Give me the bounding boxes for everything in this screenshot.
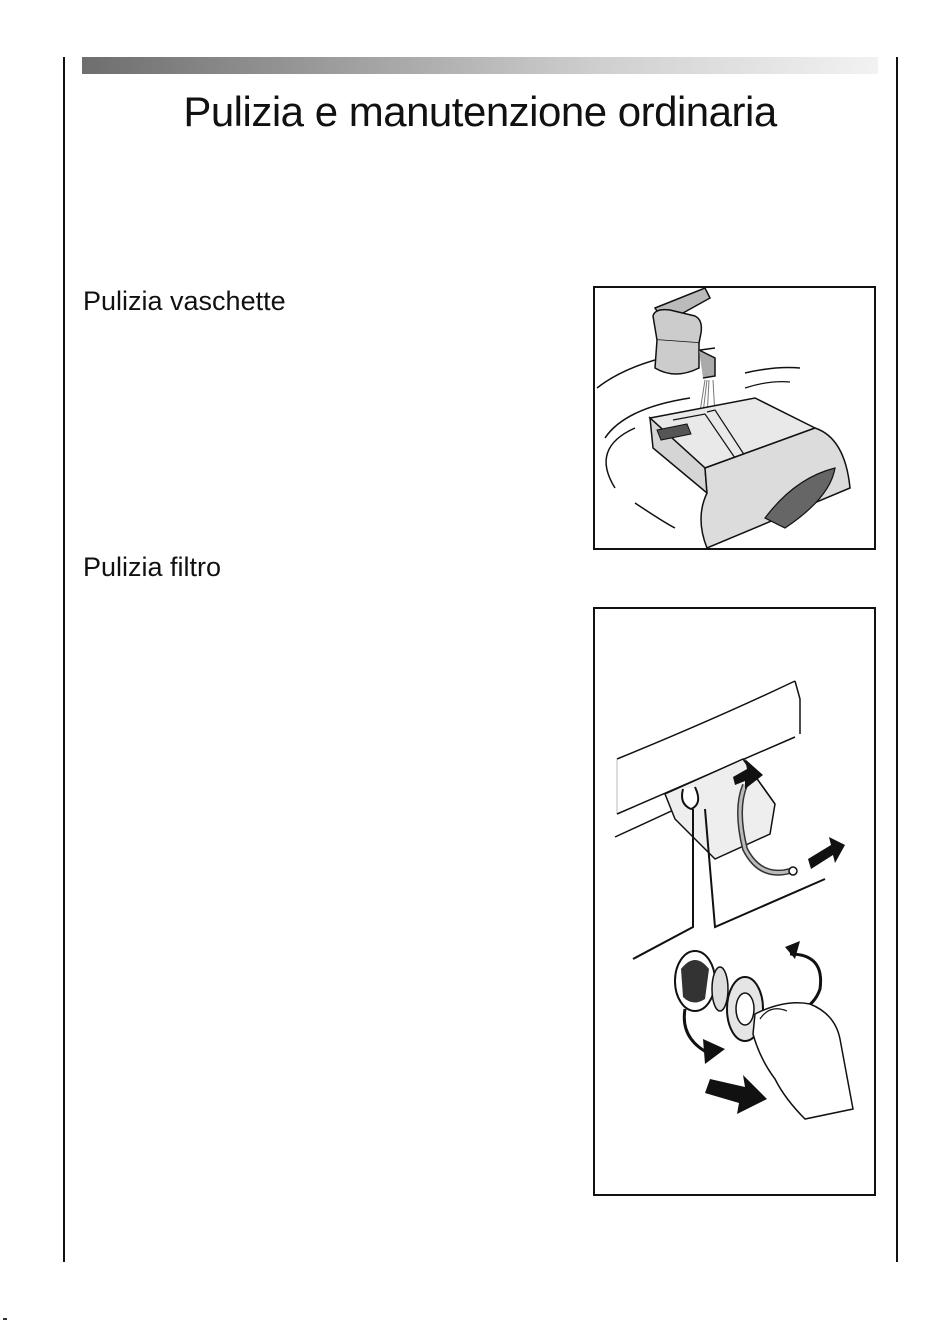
detergent-drawer-illustration — [593, 286, 876, 550]
header-gradient-bar — [82, 57, 878, 74]
corner-mark — [3, 1318, 7, 1320]
section-heading-filter: Pulizia filtro — [83, 552, 222, 582]
tap-and-drawer-drawing — [595, 288, 874, 548]
drain-filter-illustration — [593, 607, 876, 1196]
left-margin-rule — [63, 57, 65, 1262]
section-heading-drawer: Pulizia vaschette — [83, 286, 286, 316]
page-title: Pulizia e manutenzione ordinaria — [183, 88, 777, 135]
right-margin-rule — [896, 57, 898, 1262]
filter-removal-drawing — [595, 609, 874, 1194]
